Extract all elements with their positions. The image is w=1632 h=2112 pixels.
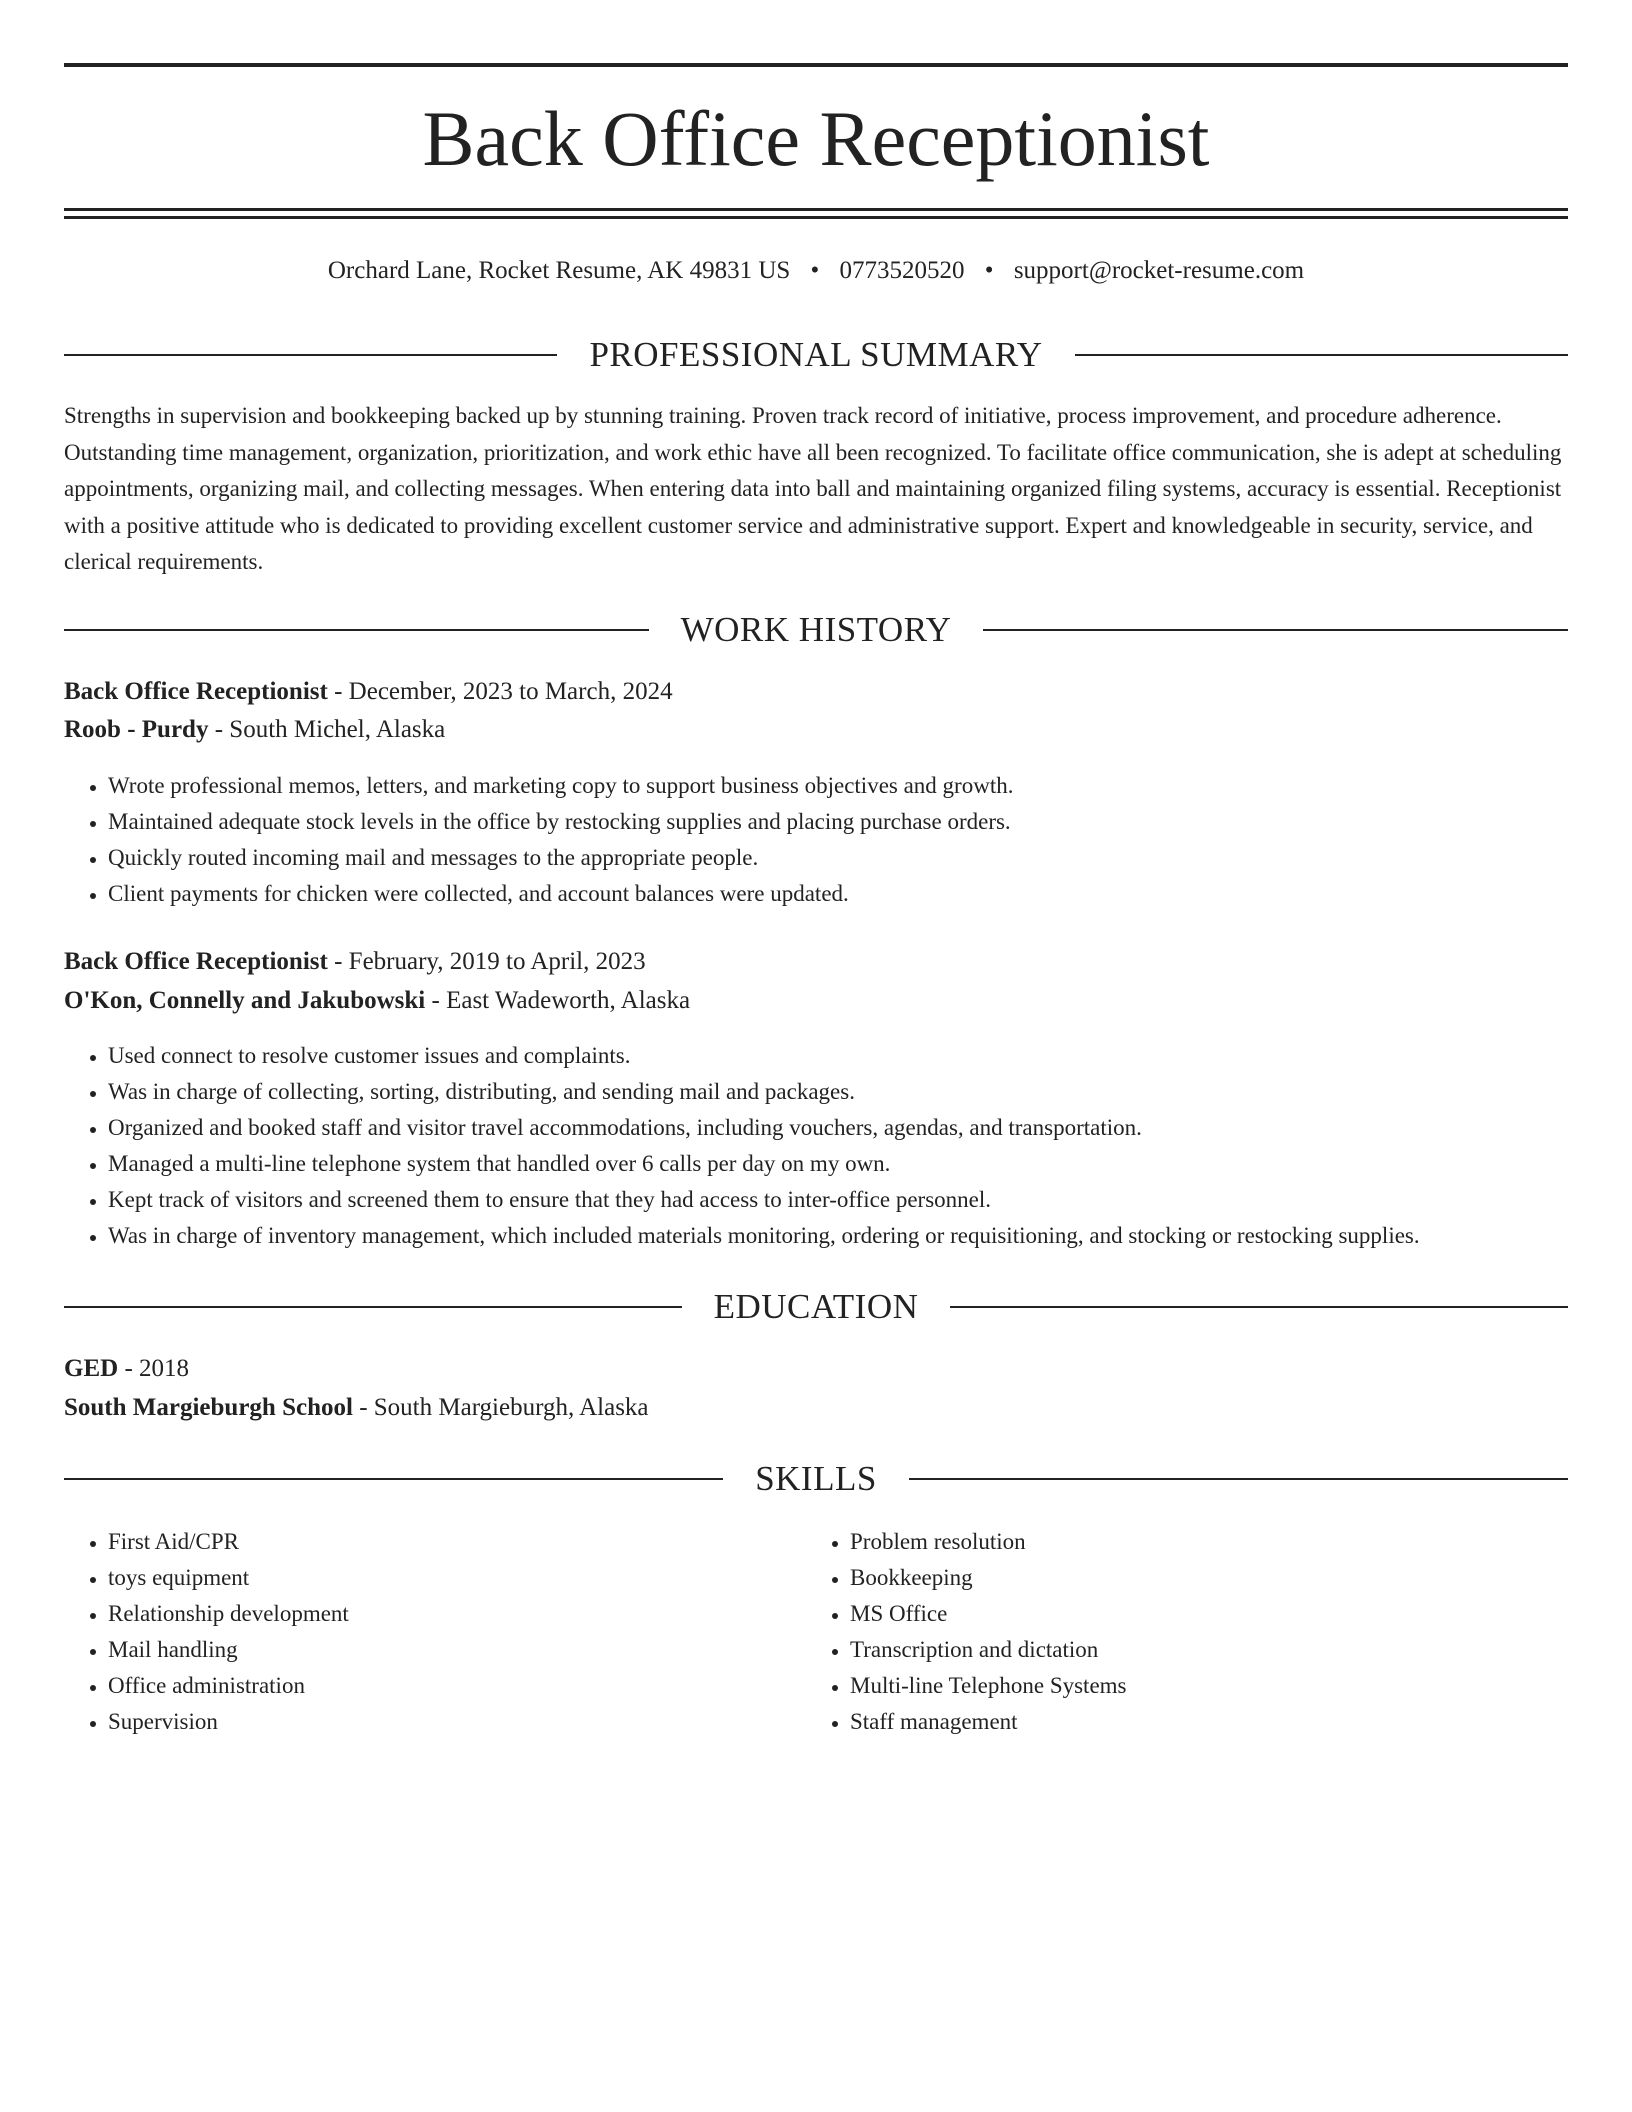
header-bottom-rule-secondary [64, 216, 1568, 219]
heading-rule-right [1075, 354, 1568, 356]
skill-item: • MS Office [850, 1596, 1127, 1632]
education-school: South Margieburgh School [64, 1394, 353, 1421]
contact-email: support@rocket-resume.com [1013, 257, 1305, 284]
heading-rule-left [64, 629, 649, 631]
section-title: EDUCATION [713, 1287, 919, 1326]
job-company: Roob - Purdy [64, 716, 209, 743]
skill-item: • Mail handling [108, 1632, 349, 1668]
header-bottom-rule [64, 208, 1568, 211]
list-item: • Managed a multi-line telephone system that handled over 6 calls per day on my own. [108, 1146, 1420, 1182]
job-bullets [64, 768, 1013, 912]
heading-rule-right [909, 1478, 1568, 1480]
list-item: • Maintained adequate stock levels in the office by restocking supplies and placing purchase orders. [108, 804, 1013, 840]
skill-item: • Office administration [108, 1668, 349, 1704]
contact-separator: • [984, 257, 994, 284]
skill-item: • Multi-line Telephone Systems [850, 1668, 1127, 1704]
job-title-line [64, 675, 1568, 709]
skill-item: • Transcription and dictation [850, 1632, 1127, 1668]
list-item: • Quickly routed incoming mail and messages to the appropriate people. [108, 840, 1013, 876]
education-school-line [64, 1391, 1568, 1425]
education-degree-line [64, 1352, 1568, 1386]
section-title: SKILLS [755, 1459, 877, 1498]
job-company: O'Kon, Connelly and Jakubowski [64, 987, 426, 1014]
job-company-line [64, 713, 1568, 747]
skills-list-left [64, 1524, 349, 1740]
heading-rule-right [950, 1306, 1568, 1308]
heading-rule-right [983, 629, 1568, 631]
education-degree: GED [64, 1355, 119, 1382]
list-item: • Wrote professional memos, letters, and marketing copy to support business objectives and growth. [108, 768, 1013, 804]
list-item: • Was in charge of collecting, sorting, distributing, and sending mail and packages. [108, 1074, 1420, 1110]
list-item: • Was in charge of inventory management, which included materials monitoring, ordering or requisitioning, and stocking or restocking supplies. [108, 1218, 1420, 1254]
skill-item: • Relationship development [108, 1596, 349, 1632]
skill-item: • Problem resolution [850, 1524, 1127, 1560]
job-bullets [64, 1038, 1420, 1254]
job-company-line [64, 984, 1568, 1018]
list-item: • Kept track of visitors and screened them to ensure that they had access to inter-office personnel. [108, 1182, 1420, 1218]
skill-item: • toys equipment [108, 1560, 349, 1596]
contact-separator: • [810, 257, 820, 284]
job-title: Back Office Receptionist [64, 948, 328, 975]
list-item: • Used connect to resolve customer issues and complaints. [108, 1038, 1420, 1074]
section-heading-summary [64, 333, 1568, 377]
section-title: PROFESSIONAL SUMMARY [589, 335, 1043, 374]
education-location: - South Margieburgh, Alaska [352, 1394, 649, 1421]
section-heading-skills [64, 1457, 1568, 1501]
contact-line [64, 254, 1568, 288]
skill-item: • First Aid/CPR [108, 1524, 349, 1560]
contact-address: Orchard Lane, Rocket Resume, AK 49831 US [327, 257, 791, 284]
skill-item: • Bookkeeping [850, 1560, 1127, 1596]
list-item: • Client payments for chicken were collected, and account balances were updated. [108, 876, 1013, 912]
job-location: - South Michel, Alaska [208, 716, 446, 743]
section-heading-education [64, 1285, 1568, 1329]
heading-rule-left [64, 1306, 682, 1308]
job-title: Back Office Receptionist [64, 678, 328, 705]
resume-title: Back Office Receptionist [422, 95, 1210, 182]
job-location: - East Wadeworth, Alaska [425, 987, 691, 1014]
skills-list-right [806, 1524, 1127, 1740]
heading-rule-left [64, 354, 557, 356]
job-title-line [64, 945, 1568, 979]
contact-phone: 0773520520 [839, 257, 965, 284]
list-item: • Organized and booked staff and visitor travel accommodations, including vouchers, agendas, and transportation. [108, 1110, 1420, 1146]
education-year: - 2018 [118, 1355, 190, 1382]
skill-item: • Supervision [108, 1704, 349, 1740]
heading-rule-left [64, 1478, 723, 1480]
section-heading-work [64, 608, 1568, 652]
skill-item: • Staff management [850, 1704, 1127, 1740]
section-title: WORK HISTORY [680, 610, 952, 649]
job-dates: - December, 2023 to March, 2024 [327, 678, 673, 705]
summary-text: Strengths in supervision and bookkeeping backed up by stunning training. Proven track record of initiative, process improvement, and procedure adherence. Outstanding time management, organization, prioritization, and work ethic have all been recognized. To facilitate office communication, she is adept at scheduling appointments, organizing mail, and collecting messages. When entering data into ball and maintaining organized filing systems, accuracy is essential. Receptionist with a positive attitude who is dedicated to providing excellent customer service and administrative support. Expert and knowledgeable in security, service, and clerical requirements. [64, 403, 1562, 574]
job-dates: - February, 2019 to April, 2023 [327, 948, 646, 975]
header-top-rule [64, 63, 1568, 67]
